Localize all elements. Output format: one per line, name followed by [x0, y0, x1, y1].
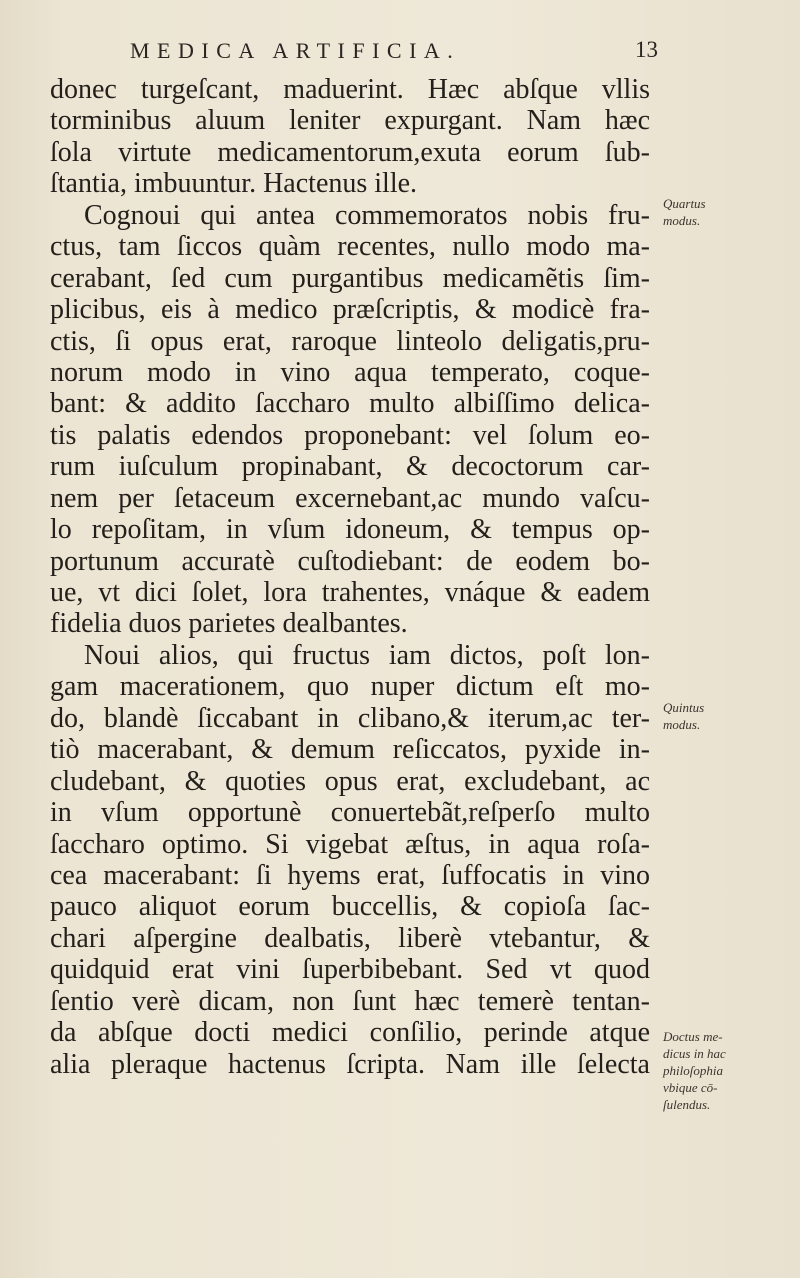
margin-note-line: dicus in hac — [663, 1046, 726, 1061]
page-number: 13 — [635, 37, 658, 62]
margin-note-line: Quintus — [663, 700, 705, 715]
margin-note-quartus — [663, 195, 793, 229]
text-line: donec turgeſcant, maduerint. Hæc abſque vllis — [50, 74, 650, 105]
text-line: fidelia duos parietes dealbantes. — [50, 608, 408, 640]
margin-note-line: Doctus me- — [663, 1029, 723, 1044]
margin-note-line: philoſophia — [663, 1063, 723, 1078]
margin-note-line: vbique cō- — [663, 1080, 718, 1095]
text-line: in vſum opportunè conuertebãt,reſperſo multo — [50, 797, 650, 829]
text-line: gam macerationem, quo nuper dictum eſt mo- — [50, 671, 650, 703]
margin-note-quintus — [663, 699, 793, 733]
margin-note-line: ſulendus. — [663, 1097, 711, 1112]
text-line: plicibus, eis à medico præſcriptis, & modicè fra- — [50, 294, 650, 326]
page-header — [60, 38, 660, 68]
text-line: cea macerabant: ſi hyems erat, ſuffocatis in vino — [50, 859, 650, 891]
main-text-block — [50, 74, 650, 1080]
text-line: ſaccharo optimo. Si vigebat æſtus, in aqua roſa- — [50, 828, 650, 860]
text-line: rum iuſculum propinabant, & decoctorum car- — [50, 451, 650, 483]
text-line: Noui alios, qui fructus iam dictos, poſt lon- — [84, 639, 650, 671]
text-line: ctis, ſi opus erat, raroque linteolo deligatis,pru- — [50, 325, 650, 357]
text-line: cerabant, ſed cum purgantibus medicamẽtis ſim- — [50, 262, 650, 294]
text-line: portunum accuratè cuſtodiebant: de eodem bo- — [50, 545, 650, 577]
text-line: lo repoſitam, in vſum idoneum, & tempus op- — [50, 514, 650, 546]
text-line: da abſque docti medici conſilio, perinde atque — [50, 1017, 650, 1049]
text-line: ctus, tam ſiccos quàm recentes, nullo modo ma- — [50, 231, 650, 263]
text-line: chari aſpergine dealbatis, liberè vtebantur, & — [50, 922, 650, 954]
text-line: ſentio verè dicam, non ſunt hæc temerè tentan- — [50, 985, 650, 1017]
text-line: norum modo in vino aqua temperato, coque- — [50, 356, 650, 388]
running-title: MEDICA ARTIFICIA. — [130, 38, 461, 63]
text-line: do, blandè ſiccabant in clibano,& iterum,ac ter- — [50, 702, 650, 734]
margin-note-line: Quartus — [663, 196, 706, 211]
text-line: bant: & addito ſaccharo multo albiſſimo delica- — [50, 388, 650, 420]
text-line: cludebant, & quoties opus erat, excludebant, ac — [50, 765, 650, 797]
text-line: Cognoui qui antea commemoratos nobis fru- — [84, 199, 650, 231]
text-line: torminibus aluum leniter expurgant. Nam hæc — [50, 105, 650, 137]
text-line: alia pleraque hactenus ſcripta. Nam ille ſelecta — [50, 1048, 650, 1080]
text-line: tiò macerabant, & demum reſiccatos, pyxide in- — [50, 734, 650, 766]
margin-note-line: modus. — [663, 717, 701, 732]
text-line: nem per ſetaceum excernebant,ac mundo vaſcu- — [50, 482, 650, 514]
text-line: ue, vt dici ſolet, lora trahentes, vnáque & eadem — [50, 577, 650, 608]
text-line: tis palatis edendos proponebant: vel ſolum eo- — [50, 419, 650, 451]
text-line: ſtantia, imbuuntur. Hactenus ille. — [50, 168, 418, 200]
margin-note-doctus — [663, 1028, 793, 1113]
text-line: quidquid erat vini ſuperbibebant. Sed vt quod — [50, 954, 650, 986]
text-line: pauco aliquot eorum buccellis, & copioſa ſac- — [50, 891, 650, 923]
margin-note-line: modus. — [663, 213, 701, 228]
text-line: ſola virtute medicamentorum,exuta eorum ſub- — [50, 136, 650, 168]
